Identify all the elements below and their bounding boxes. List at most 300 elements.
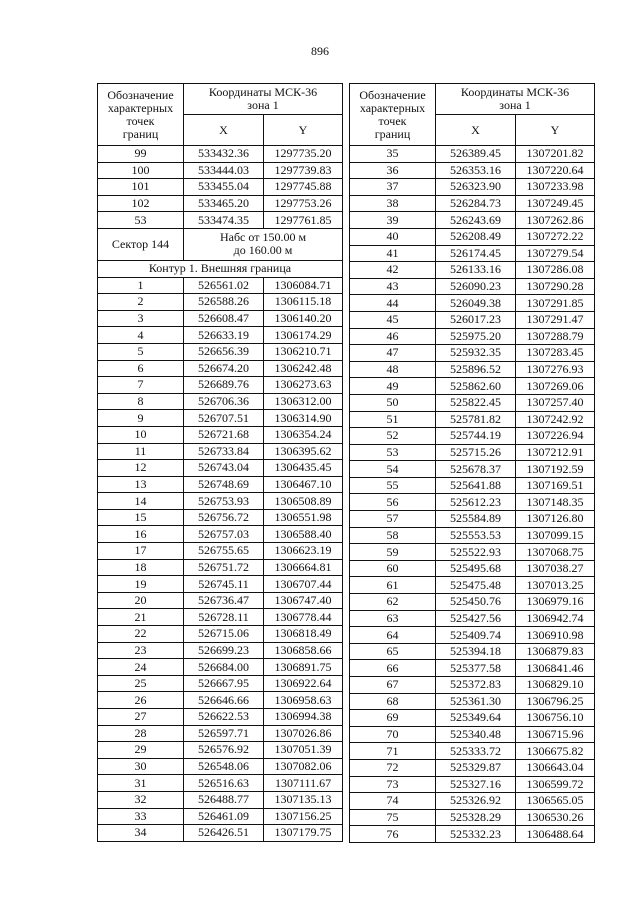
y-coordinate: 1306395.62: [264, 443, 343, 460]
table-row: [350, 776, 595, 793]
table-row: [350, 677, 595, 694]
x-coordinate: 526461.09: [184, 808, 264, 825]
x-coordinate: 525372.83: [436, 677, 516, 694]
y-coordinate: 1306599.72: [516, 776, 595, 793]
table-row: [350, 311, 595, 328]
sector-row: [98, 228, 343, 260]
y-coordinate: 1307226.94: [516, 428, 595, 445]
point-number: 19: [98, 576, 184, 593]
point-number: 64: [350, 627, 436, 644]
table-row: [98, 360, 343, 377]
y-coordinate: 1297735.20: [264, 146, 343, 163]
point-number: 34: [98, 825, 184, 842]
point-number: 44: [350, 295, 436, 312]
y-coordinate: 1307026.86: [264, 725, 343, 742]
table-row: [350, 146, 595, 163]
point-number: 51: [350, 411, 436, 428]
table-row: [98, 692, 343, 709]
y-coordinate: 1306312.00: [264, 393, 343, 410]
y-coordinate: 1306551.98: [264, 509, 343, 526]
x-coordinate: 525475.48: [436, 577, 516, 594]
y-coordinate: 1307257.40: [516, 394, 595, 411]
x-coordinate: 526488.77: [184, 791, 264, 808]
point-number: 68: [350, 693, 436, 710]
point-number: 63: [350, 610, 436, 627]
y-header: Y: [264, 115, 343, 146]
x-coordinate: 526728.11: [184, 609, 264, 626]
x-coordinate: 526733.84: [184, 443, 264, 460]
x-coordinate: 525450.76: [436, 594, 516, 611]
table-row: [350, 428, 595, 445]
table-row: [350, 511, 595, 528]
table-row: [350, 726, 595, 743]
table-row: [98, 526, 343, 543]
point-number: 30: [98, 758, 184, 775]
x-coordinate: 526353.16: [436, 162, 516, 179]
point-number: 53: [350, 444, 436, 461]
x-coordinate: 526756.72: [184, 509, 264, 526]
table-row: [98, 195, 343, 212]
table-header-row: [350, 84, 595, 115]
point-number: 35: [350, 146, 436, 163]
table-row: [350, 461, 595, 478]
point-number: 45: [350, 311, 436, 328]
point-number: 23: [98, 642, 184, 659]
y-coordinate: 1306530.26: [516, 809, 595, 826]
x-coordinate: 526017.23: [436, 311, 516, 328]
y-coordinate: 1306623.19: [264, 543, 343, 560]
table-row: [350, 577, 595, 594]
x-coordinate: 525744.19: [436, 428, 516, 445]
table-row: [98, 179, 343, 196]
x-coordinate: 525377.58: [436, 660, 516, 677]
table-row: [350, 826, 595, 843]
y-coordinate: 1306084.71: [264, 277, 343, 294]
x-coordinate: 526736.47: [184, 592, 264, 609]
table-row: [98, 592, 343, 609]
y-coordinate: 1306467.10: [264, 476, 343, 493]
y-coordinate: 1307148.35: [516, 494, 595, 511]
x-coordinate: 526174.45: [436, 245, 516, 262]
x-coordinate: 526757.03: [184, 526, 264, 543]
table-row: [98, 642, 343, 659]
table-row: [98, 725, 343, 742]
x-coordinate: 525896.52: [436, 361, 516, 378]
table-row: [350, 411, 595, 428]
x-coordinate: 526689.76: [184, 377, 264, 394]
y-coordinate: 1306715.96: [516, 726, 595, 743]
y-coordinate: 1307156.25: [264, 808, 343, 825]
table-row: [350, 643, 595, 660]
table-row: [98, 277, 343, 294]
table-row: [350, 162, 595, 179]
y-coordinate: 1307135.13: [264, 791, 343, 808]
table-row: [98, 543, 343, 560]
point-number: 24: [98, 659, 184, 676]
table-row: [98, 443, 343, 460]
y-coordinate: 1306242.48: [264, 360, 343, 377]
y-coordinate: 1307262.86: [516, 212, 595, 229]
y-coordinate: 1297745.88: [264, 179, 343, 196]
table-row: [98, 377, 343, 394]
table-row: [350, 295, 595, 312]
coordinates-table-left: [97, 83, 343, 842]
y-coordinate: 1297761.85: [264, 212, 343, 229]
table-row: [350, 793, 595, 810]
point-number: 52: [350, 428, 436, 445]
y-coordinate: 1306565.05: [516, 793, 595, 810]
table-row: [98, 659, 343, 676]
point-number: 47: [350, 345, 436, 362]
point-number: 16: [98, 526, 184, 543]
x-coordinate: 525394.18: [436, 643, 516, 660]
x-coordinate: 525328.29: [436, 809, 516, 826]
point-number: 22: [98, 626, 184, 643]
y-coordinate: 1307068.75: [516, 544, 595, 561]
x-coordinate: 526748.69: [184, 476, 264, 493]
y-coordinate: 1307286.08: [516, 262, 595, 279]
y-coordinate: 1306994.38: [264, 709, 343, 726]
point-number: 6: [98, 360, 184, 377]
y-coordinate: 1307212.91: [516, 444, 595, 461]
point-number: 72: [350, 759, 436, 776]
table-row: [350, 610, 595, 627]
x-header: X: [436, 115, 516, 146]
point-number: 67: [350, 677, 436, 694]
y-coordinate: 1306891.75: [264, 659, 343, 676]
y-coordinate: 1306488.64: [516, 826, 595, 843]
y-coordinate: 1307279.54: [516, 245, 595, 262]
x-coordinate: 525584.89: [436, 511, 516, 528]
y-coordinate: 1307288.79: [516, 328, 595, 345]
point-number: 58: [350, 527, 436, 544]
point-number: 54: [350, 461, 436, 478]
y-coordinate: 1306643.04: [516, 759, 595, 776]
table-row: [350, 594, 595, 611]
y-header: Y: [516, 115, 595, 146]
x-coordinate: 526323.90: [436, 179, 516, 196]
y-coordinate: 1306115.18: [264, 294, 343, 311]
y-coordinate: 1306796.25: [516, 693, 595, 710]
point-number: 69: [350, 710, 436, 727]
point-number: 4: [98, 327, 184, 344]
x-coordinate: 526561.02: [184, 277, 264, 294]
x-coordinate: 526426.51: [184, 825, 264, 842]
y-coordinate: 1307038.27: [516, 560, 595, 577]
point-number: 1: [98, 277, 184, 294]
y-coordinate: 1307233.98: [516, 179, 595, 196]
point-number: 31: [98, 775, 184, 792]
x-coordinate: 525495.68: [436, 560, 516, 577]
point-number: 3: [98, 310, 184, 327]
y-coordinate: 1306910.98: [516, 627, 595, 644]
y-coordinate: 1306979.16: [516, 594, 595, 611]
x-coordinate: 526646.66: [184, 692, 264, 709]
table-row: [350, 477, 595, 494]
table-row: [98, 791, 343, 808]
x-coordinate: 526674.20: [184, 360, 264, 377]
y-coordinate: 1306664.81: [264, 559, 343, 576]
x-coordinate: 525522.93: [436, 544, 516, 561]
y-coordinate: 1306314.90: [264, 410, 343, 427]
height-range: [184, 228, 343, 260]
table-row: [98, 310, 343, 327]
table-row: [98, 162, 343, 179]
point-number: 65: [350, 643, 436, 660]
x-coordinate: 526755.65: [184, 543, 264, 560]
point-number: 36: [350, 162, 436, 179]
point-number: 2: [98, 294, 184, 311]
x-coordinate: 526389.45: [436, 146, 516, 163]
page-number: 896: [311, 44, 329, 58]
point-number: 38: [350, 195, 436, 212]
x-coordinate: 526706.36: [184, 393, 264, 410]
table-row: [98, 742, 343, 759]
y-coordinate: 1306858.66: [264, 642, 343, 659]
x-coordinate: 526751.72: [184, 559, 264, 576]
y-coordinate: 1307179.75: [264, 825, 343, 842]
y-coordinate: 1306778.44: [264, 609, 343, 626]
y-coordinate: 1307283.45: [516, 345, 595, 362]
point-number: 71: [350, 743, 436, 760]
y-coordinate: 1307291.47: [516, 311, 595, 328]
table-row: [98, 626, 343, 643]
y-coordinate: 1306922.64: [264, 675, 343, 692]
x-coordinate: 525327.16: [436, 776, 516, 793]
point-number: 21: [98, 609, 184, 626]
x-coordinate: 526745.11: [184, 576, 264, 593]
x-coordinate: 525862.60: [436, 378, 516, 395]
y-coordinate: 1306140.20: [264, 310, 343, 327]
table-row: [350, 809, 595, 826]
y-coordinate: 1307242.92: [516, 411, 595, 428]
table-row: [350, 627, 595, 644]
table-row: [350, 394, 595, 411]
x-coordinate: 525641.88: [436, 477, 516, 494]
table-row: [98, 476, 343, 493]
y-coordinate: 1307272.22: [516, 228, 595, 245]
table-row: [350, 544, 595, 561]
table-row: [98, 775, 343, 792]
point-number: 8: [98, 393, 184, 410]
x-coordinate: 526588.26: [184, 294, 264, 311]
x-coordinate: 526656.39: [184, 343, 264, 360]
contour-label: Контур 1. Внешняя граница: [98, 260, 343, 277]
point-number: 60: [350, 560, 436, 577]
point-number: 43: [350, 278, 436, 295]
y-coordinate: 1307249.45: [516, 195, 595, 212]
x-coordinate: 525715.26: [436, 444, 516, 461]
table-row: [350, 378, 595, 395]
point-number: 41: [350, 245, 436, 262]
table-row: [98, 343, 343, 360]
point-number: 11: [98, 443, 184, 460]
point-number: 46: [350, 328, 436, 345]
point-number: 26: [98, 692, 184, 709]
table-row: [350, 494, 595, 511]
x-coordinate: 526133.16: [436, 262, 516, 279]
table-row: [98, 825, 343, 842]
y-coordinate: 1307276.93: [516, 361, 595, 378]
point-number: 17: [98, 543, 184, 560]
x-coordinate: 526699.23: [184, 642, 264, 659]
table-row: [98, 146, 343, 163]
x-coordinate: 526633.19: [184, 327, 264, 344]
y-coordinate: 1306707.44: [264, 576, 343, 593]
point-number: 5: [98, 343, 184, 360]
point-number: 56: [350, 494, 436, 511]
y-coordinate: 1307013.25: [516, 577, 595, 594]
point-number: 28: [98, 725, 184, 742]
x-coordinate: 525361.30: [436, 693, 516, 710]
point-number: 50: [350, 394, 436, 411]
sector-label: Сектор 144: [98, 228, 184, 260]
y-coordinate: 1306841.46: [516, 660, 595, 677]
table-row: [98, 426, 343, 443]
point-number: 102: [98, 195, 184, 212]
point-number: 48: [350, 361, 436, 378]
table-row: [350, 660, 595, 677]
x-coordinate: 533455.04: [184, 179, 264, 196]
point-number: 101: [98, 179, 184, 196]
table-row: [98, 509, 343, 526]
x-coordinate: 526707.51: [184, 410, 264, 427]
x-coordinate: 526715.06: [184, 626, 264, 643]
x-coordinate: 526608.47: [184, 310, 264, 327]
y-coordinate: 1306210.71: [264, 343, 343, 360]
point-number: 13: [98, 476, 184, 493]
x-coordinate: 525332.23: [436, 826, 516, 843]
y-coordinate: 1307169.51: [516, 477, 595, 494]
coordinates-header: Координаты МСК-36 зона 1: [184, 84, 343, 115]
point-number: 74: [350, 793, 436, 810]
point-number: 42: [350, 262, 436, 279]
point-number: 76: [350, 826, 436, 843]
table-row: [350, 710, 595, 727]
y-coordinate: 1307290.28: [516, 278, 595, 295]
y-coordinate: 1306508.89: [264, 493, 343, 510]
y-coordinate: 1306958.63: [264, 692, 343, 709]
point-number: 40: [350, 228, 436, 245]
point-number: 70: [350, 726, 436, 743]
x-coordinate: 526576.92: [184, 742, 264, 759]
x-coordinate: 526049.38: [436, 295, 516, 312]
x-coordinate: 525975.20: [436, 328, 516, 345]
point-number: 27: [98, 709, 184, 726]
designation-header: Обозначение характерных точек границ: [350, 84, 436, 146]
point-number: 14: [98, 493, 184, 510]
y-coordinate: 1307220.64: [516, 162, 595, 179]
x-coordinate: 526753.93: [184, 493, 264, 510]
x-coordinate: 526667.95: [184, 675, 264, 692]
x-coordinate: 525349.64: [436, 710, 516, 727]
point-number: 25: [98, 675, 184, 692]
table-row: [98, 493, 343, 510]
x-coordinate: 525333.72: [436, 743, 516, 760]
x-coordinate: 526208.49: [436, 228, 516, 245]
x-coordinate: 526721.68: [184, 426, 264, 443]
y-coordinate: 1297739.83: [264, 162, 343, 179]
y-coordinate: 1307201.82: [516, 146, 595, 163]
x-coordinate: 533444.03: [184, 162, 264, 179]
table-row: [350, 693, 595, 710]
point-number: 59: [350, 544, 436, 561]
point-number: 9: [98, 410, 184, 427]
point-number: 33: [98, 808, 184, 825]
table-row: [350, 527, 595, 544]
x-coordinate: 526548.06: [184, 758, 264, 775]
x-coordinate: 525427.56: [436, 610, 516, 627]
table-row: [98, 327, 343, 344]
point-number: 75: [350, 809, 436, 826]
point-number: 57: [350, 511, 436, 528]
y-coordinate: 1306818.49: [264, 626, 343, 643]
x-coordinate: 525329.87: [436, 759, 516, 776]
table-row: [98, 410, 343, 427]
x-coordinate: 525409.74: [436, 627, 516, 644]
point-number: 10: [98, 426, 184, 443]
x-coordinate: 525326.92: [436, 793, 516, 810]
table-row: [98, 609, 343, 626]
y-coordinate: 1306174.29: [264, 327, 343, 344]
y-coordinate: 1306756.10: [516, 710, 595, 727]
height-range-line: до 160.00 м: [233, 243, 293, 258]
y-coordinate: 1307126.80: [516, 511, 595, 528]
y-coordinate: 1306879.83: [516, 643, 595, 660]
height-range-line: Набс от 150.00 м: [219, 230, 307, 245]
point-number: 37: [350, 179, 436, 196]
y-coordinate: 1307269.06: [516, 378, 595, 395]
table-row: [350, 328, 595, 345]
table-row: [350, 345, 595, 362]
table-row: [98, 294, 343, 311]
y-coordinate: 1306675.82: [516, 743, 595, 760]
x-coordinate: 525678.37: [436, 461, 516, 478]
coordinates-header: Координаты МСК-36 зона 1: [436, 84, 595, 115]
x-header: X: [184, 115, 264, 146]
designation-header: Обозначение характерных точек границ: [98, 84, 184, 146]
table-row: [98, 559, 343, 576]
table-row: [350, 444, 595, 461]
x-coordinate: 526622.53: [184, 709, 264, 726]
point-number: 32: [98, 791, 184, 808]
point-number: 15: [98, 509, 184, 526]
table-header-row: [98, 84, 343, 115]
point-number: 29: [98, 742, 184, 759]
y-coordinate: 1307051.39: [264, 742, 343, 759]
y-coordinate: 1306942.74: [516, 610, 595, 627]
point-number: 55: [350, 477, 436, 494]
x-coordinate: 526516.63: [184, 775, 264, 792]
x-coordinate: 525822.45: [436, 394, 516, 411]
point-number: 18: [98, 559, 184, 576]
x-coordinate: 533432.36: [184, 146, 264, 163]
point-number: 12: [98, 460, 184, 477]
y-coordinate: 1306588.40: [264, 526, 343, 543]
y-coordinate: 1306354.24: [264, 426, 343, 443]
x-coordinate: 525612.23: [436, 494, 516, 511]
table-row: [350, 361, 595, 378]
y-coordinate: 1307082.06: [264, 758, 343, 775]
coordinates-table-right: [349, 83, 595, 843]
point-number: 62: [350, 594, 436, 611]
table-row: [350, 212, 595, 229]
x-coordinate: 525553.53: [436, 527, 516, 544]
point-number: 99: [98, 146, 184, 163]
x-coordinate: 526243.69: [436, 212, 516, 229]
x-coordinate: 525781.82: [436, 411, 516, 428]
table-row: [350, 179, 595, 196]
